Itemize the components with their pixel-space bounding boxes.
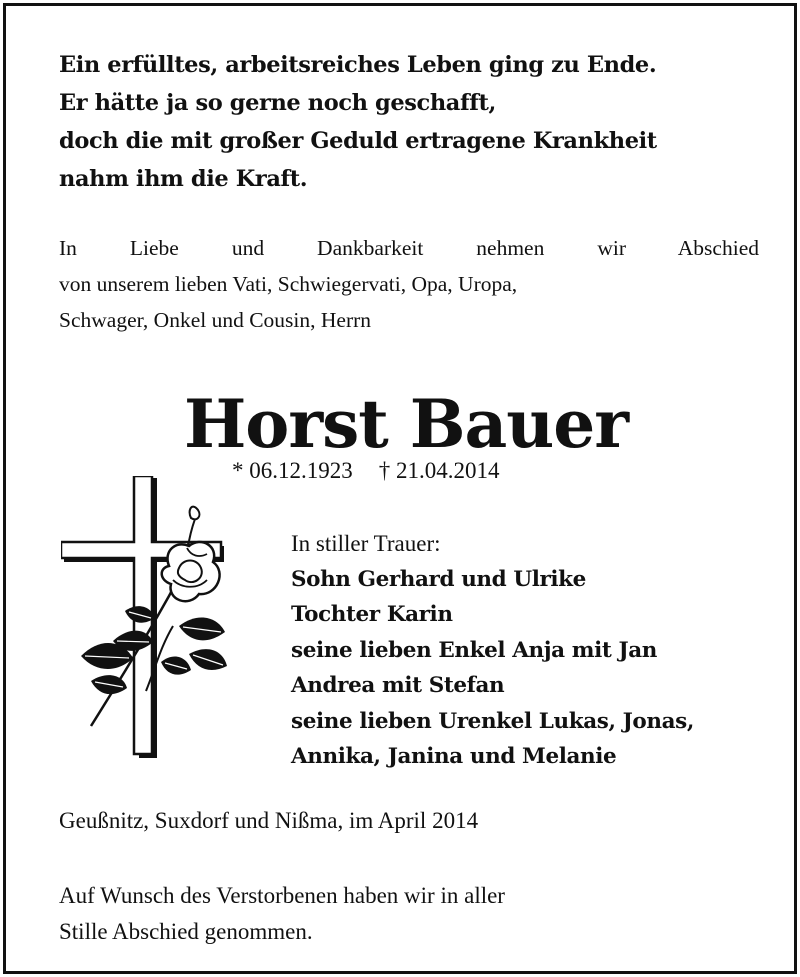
mourner-line: Sohn Gerhard und Ulrike <box>291 566 586 592</box>
mourner-line: Annika, Janina und Melanie <box>291 744 617 769</box>
mourner-line: seine lieben Urenkel Lukas, Jonas, <box>291 708 694 734</box>
death-date: † 21.04.2014 <box>378 458 500 483</box>
closing-notice <box>59 878 759 950</box>
place-and-date: Geußnitz, Suxdorf und Nißma, im April 2014 <box>59 808 479 833</box>
notice-line: Auf Wunsch des Verstorbenen haben wir in aller <box>59 883 505 908</box>
intro-line: von unserem lieben Vati, Schwiegervati, Opa, Uropa, <box>59 272 518 296</box>
verse-line: Er hätte ja so gerne noch geschafft, <box>59 90 496 116</box>
verse-line: Ein erfülltes, arbeitsreiches Leben ging zu Ende. <box>59 52 657 78</box>
mourners-list <box>291 526 771 775</box>
mourners-lead: In stiller Trauer: <box>291 531 441 556</box>
mourner-line: Tochter Karin <box>291 602 453 627</box>
mourner-line: seine lieben Enkel Anja mit Jan <box>291 637 658 663</box>
intro-line: In Liebe und Dankbarkeit nehmen wir Abschied <box>59 236 759 260</box>
life-dates <box>232 458 500 484</box>
farewell-intro <box>59 230 759 338</box>
cross-with-rose-icon <box>61 476 231 761</box>
deceased-name: Horst Bauer <box>183 385 629 463</box>
verse-line: doch die mit großer Geduld ertragene Krankheit <box>59 128 657 154</box>
mourner-line: Andrea mit Stefan <box>291 673 505 698</box>
verse-line: nahm ihm die Kraft. <box>59 166 308 192</box>
intro-line: Schwager, Onkel und Cousin, Herrn <box>59 308 372 332</box>
notice-line: Stille Abschied genommen. <box>59 919 313 944</box>
birth-date: * 06.12.1923 <box>232 458 353 483</box>
obituary-frame <box>3 3 797 974</box>
memorial-verse <box>59 46 759 198</box>
